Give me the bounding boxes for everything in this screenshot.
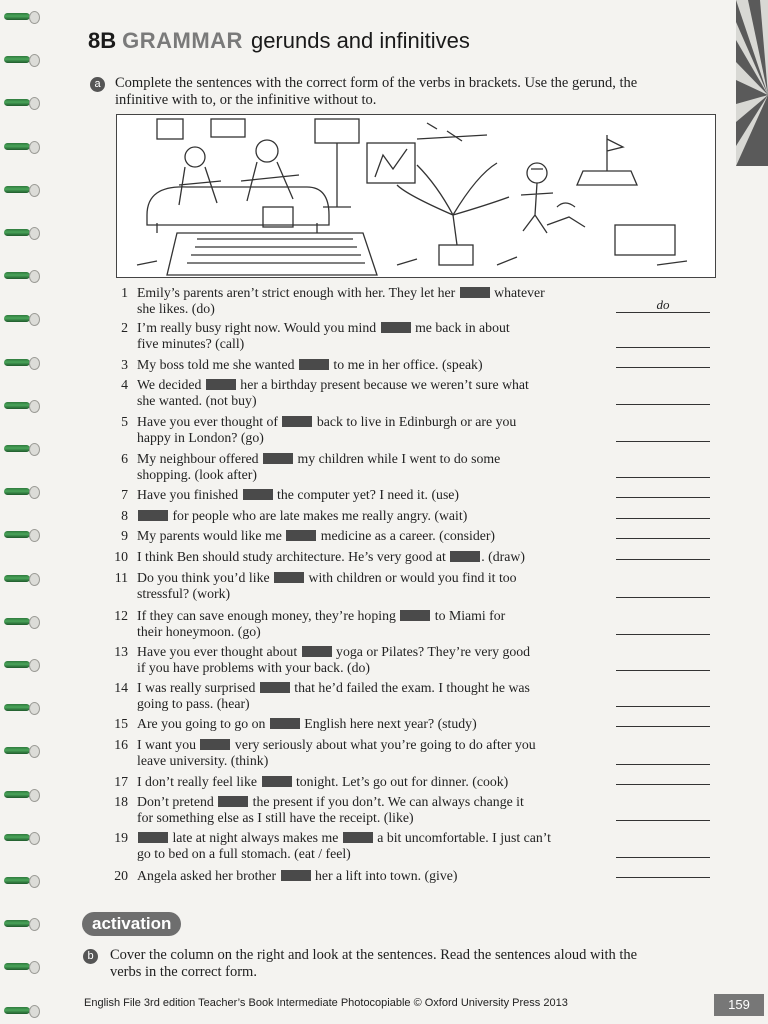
question-text-part: Don’t pretend [137, 794, 218, 809]
instruction-line-2: infinitive with to, or the infinitive without to. [115, 92, 377, 108]
example-answer: do [656, 297, 670, 312]
question-text-part: medicine as a career. (consider) [317, 528, 496, 543]
question-text-part: me back in about [411, 320, 510, 335]
binding-coil [4, 442, 34, 455]
answer-gap [206, 379, 236, 390]
question-text-part: very seriously about what you’re going to do after you [231, 737, 536, 752]
question-text-part: with children or would you find it too [305, 570, 517, 585]
question-text-part: We decided [137, 377, 205, 392]
question-text-part: . (draw) [481, 549, 525, 564]
question-number: 18 [114, 794, 128, 809]
question-text-line-2: she likes. (do) [137, 301, 215, 316]
question-text-part: to Miami for [431, 608, 506, 623]
binding-coil [4, 960, 34, 973]
answer-line[interactable] [616, 404, 710, 405]
question-text [137, 414, 607, 446]
question-text-part: a bit uncomfortable. I just can’t [373, 830, 551, 845]
question-text-part: my children while I went to do some [294, 451, 501, 466]
question-number: 19 [114, 830, 128, 845]
activation-label: activation [82, 912, 181, 936]
answer-gap [282, 416, 312, 427]
binding-coil [4, 53, 34, 66]
answer-line[interactable] [616, 367, 710, 368]
page-title: gerunds and infinitives [250, 28, 470, 53]
question-number: 17 [114, 774, 128, 789]
exercise-a-badge: a [90, 77, 105, 92]
question-text [137, 868, 607, 884]
question-number: 3 [121, 357, 128, 372]
answer-line[interactable] [616, 764, 710, 765]
question-text-line-2: for something else as I still have the receipt. (like) [137, 810, 414, 825]
page-header [88, 28, 470, 54]
question-text-line-2: happy in London? (go) [137, 430, 264, 445]
answer-gap [450, 551, 480, 562]
answer-gap [274, 572, 304, 583]
section-label: GRAMMAR [122, 28, 243, 53]
question-text-part: I was really surprised [137, 680, 259, 695]
instruction-line-1: Complete the sentences with the correct form of the verbs in brackets. Use the gerund, the [115, 75, 638, 91]
question-text [137, 487, 607, 503]
binding-coil [4, 485, 34, 498]
answer-gap [200, 739, 230, 750]
illustration-drawing [117, 115, 715, 277]
exercise-a-instructions [115, 75, 715, 109]
question-text-line-2: shopping. (look after) [137, 467, 257, 482]
question-text-part: Do you think you’d like [137, 570, 274, 585]
question-number: 9 [121, 528, 128, 543]
answer-line[interactable] [616, 518, 710, 519]
answer-gap [262, 776, 292, 787]
question-number: 11 [114, 570, 128, 585]
question-text-part: English here next year? (study) [300, 716, 477, 731]
illustration-messy-room [116, 114, 716, 278]
answer-gap [138, 510, 168, 521]
answer-gap [381, 322, 411, 333]
question-text-part: Angela asked her brother [137, 868, 280, 883]
answer-line[interactable] [616, 597, 710, 598]
question-number: 6 [121, 451, 128, 466]
binding-coil [4, 658, 34, 671]
question-number: 2 [121, 320, 128, 335]
answer-gap [243, 489, 273, 500]
instruction-line-1: Cover the column on the right and look at the sentences. Read the sentences aloud with the [110, 947, 638, 963]
question-text-line-2: their honeymoon. (go) [137, 624, 261, 639]
question-text [137, 320, 607, 352]
question-text-part: her a lift into town. (give) [311, 868, 458, 883]
question-text [137, 549, 607, 565]
question-text [137, 608, 607, 640]
question-text-part: to me in her office. (speak) [329, 357, 483, 372]
binding-coil [4, 615, 34, 628]
question-number: 7 [121, 487, 128, 502]
corner-sunburst-decoration [736, 0, 768, 166]
binding-coil [4, 1004, 34, 1017]
question-text-part: I think Ben should study architecture. He’s very good at [137, 549, 450, 564]
page-number: 159 [714, 994, 764, 1016]
exercise-b-badge: b [83, 949, 98, 964]
exercise-b-instructions [110, 947, 710, 981]
binding-coil [4, 183, 34, 196]
question-text-part: My parents would like me [137, 528, 286, 543]
answer-line[interactable] [616, 441, 710, 442]
question-number: 16 [114, 737, 128, 752]
question-text-part: that he’d failed the exam. I thought he was [290, 680, 530, 695]
answer-gap [218, 796, 248, 807]
question-text-part: tonight. Let’s go out for dinner. (cook) [292, 774, 509, 789]
binding-coil [4, 744, 34, 757]
answer-line[interactable] [616, 559, 710, 560]
answer-line[interactable] [616, 670, 710, 671]
unit-label: 8B [88, 28, 117, 53]
answer-line[interactable] [616, 347, 710, 348]
question-text [137, 716, 607, 732]
binding-coil [4, 96, 34, 109]
question-text-part: Have you ever thought of [137, 414, 282, 429]
question-text [137, 570, 607, 602]
question-text-part: Have you finished [137, 487, 242, 502]
question-text-part: Have you ever thought about [137, 644, 301, 659]
binding-coil [4, 788, 34, 801]
question-text [137, 285, 607, 317]
question-text-line-2: going to pass. (hear) [137, 696, 250, 711]
question-text [137, 528, 607, 544]
instruction-line-2: verbs in the correct form. [110, 964, 257, 980]
question-text-part: I’m really busy right now. Would you mind [137, 320, 380, 335]
answer-gap [400, 610, 430, 621]
question-text [137, 794, 607, 826]
question-number: 14 [114, 680, 128, 695]
binding-coil [4, 312, 34, 325]
question-text [137, 377, 607, 409]
question-text-part: the present if you don’t. We can always change it [249, 794, 524, 809]
binding-coil [4, 831, 34, 844]
binding-coil [4, 10, 34, 23]
answer-gap [260, 682, 290, 693]
question-text-line-2: leave university. (think) [137, 753, 269, 768]
question-text-part: her a birthday present because we weren’t sure what [236, 377, 529, 392]
question-text-part: Are you going to go on [137, 716, 269, 731]
question-text [137, 451, 607, 483]
question-text-part: If they can save enough money, they’re hoping [137, 608, 400, 623]
binding-coil [4, 226, 34, 239]
answer-gap [138, 832, 168, 843]
question-text [137, 737, 607, 769]
question-text-part: Emily’s parents aren’t strict enough with her. They let her [137, 285, 459, 300]
answer-line[interactable] [616, 634, 710, 635]
question-number: 1 [121, 285, 128, 300]
answer-line[interactable] [616, 877, 710, 878]
answer-gap [270, 718, 300, 729]
answer-gap [281, 870, 311, 881]
binding-coil [4, 528, 34, 541]
answer-gap [343, 832, 373, 843]
binding-coil [4, 874, 34, 887]
answer-line[interactable] [616, 538, 710, 539]
question-text-part: I want you [137, 737, 200, 752]
answer-line[interactable] [616, 477, 710, 478]
binding-coil [4, 399, 34, 412]
question-text-line-2: five minutes? (call) [137, 336, 245, 351]
question-text-line-2: stressful? (work) [137, 586, 231, 601]
answer-line[interactable] [616, 857, 710, 858]
question-text-line-2: go to bed on a full stomach. (eat / feel) [137, 846, 351, 861]
answer-gap [286, 530, 316, 541]
binding-coil [4, 269, 34, 282]
question-text-part: late at night always makes me [169, 830, 342, 845]
answer-gap [299, 359, 329, 370]
question-text [137, 774, 607, 790]
answer-gap [460, 287, 490, 298]
question-text-part: My boss told me she wanted [137, 357, 298, 372]
question-number: 20 [114, 868, 128, 883]
question-text-part: back to live in Edinburgh or are you [313, 414, 517, 429]
spiral-binding [0, 0, 44, 1024]
binding-coil [4, 572, 34, 585]
answer-gap [263, 453, 293, 464]
question-number: 12 [114, 608, 128, 623]
question-number: 5 [121, 414, 128, 429]
question-text [137, 680, 607, 712]
question-text-part: My neighbour offered [137, 451, 263, 466]
question-text-part: yoga or Pilates? They’re very good [332, 644, 531, 659]
question-number: 15 [114, 716, 128, 731]
question-text-part: I don’t really feel like [137, 774, 261, 789]
binding-coil [4, 140, 34, 153]
question-text [137, 357, 607, 373]
question-text-part: the computer yet? I need it. (use) [273, 487, 460, 502]
answer-line[interactable] [616, 497, 710, 498]
answer-line[interactable] [616, 726, 710, 727]
question-text-line-2: she wanted. (not buy) [137, 393, 257, 408]
question-text [137, 508, 607, 524]
binding-coil [4, 701, 34, 714]
question-text-part: for people who are late makes me really angry. (wait) [169, 508, 468, 523]
question-number: 4 [121, 377, 128, 392]
answer-line[interactable] [616, 820, 710, 821]
question-text [137, 830, 607, 862]
footer-credit: English File 3rd edition Teacher’s Book Intermediate Photocopiable © Oxford University Press 2013 [84, 997, 568, 1009]
question-text-line-2: if you have problems with your back. (do) [137, 660, 370, 675]
question-number: 10 [114, 549, 128, 564]
answer-line[interactable] [616, 784, 710, 785]
binding-coil [4, 356, 34, 369]
answer-gap [302, 646, 332, 657]
question-text-part: whatever [490, 285, 545, 300]
question-text [137, 644, 607, 676]
answer-line[interactable] [616, 706, 710, 707]
question-number: 8 [121, 508, 128, 523]
binding-coil [4, 917, 34, 930]
question-number: 13 [114, 644, 128, 659]
